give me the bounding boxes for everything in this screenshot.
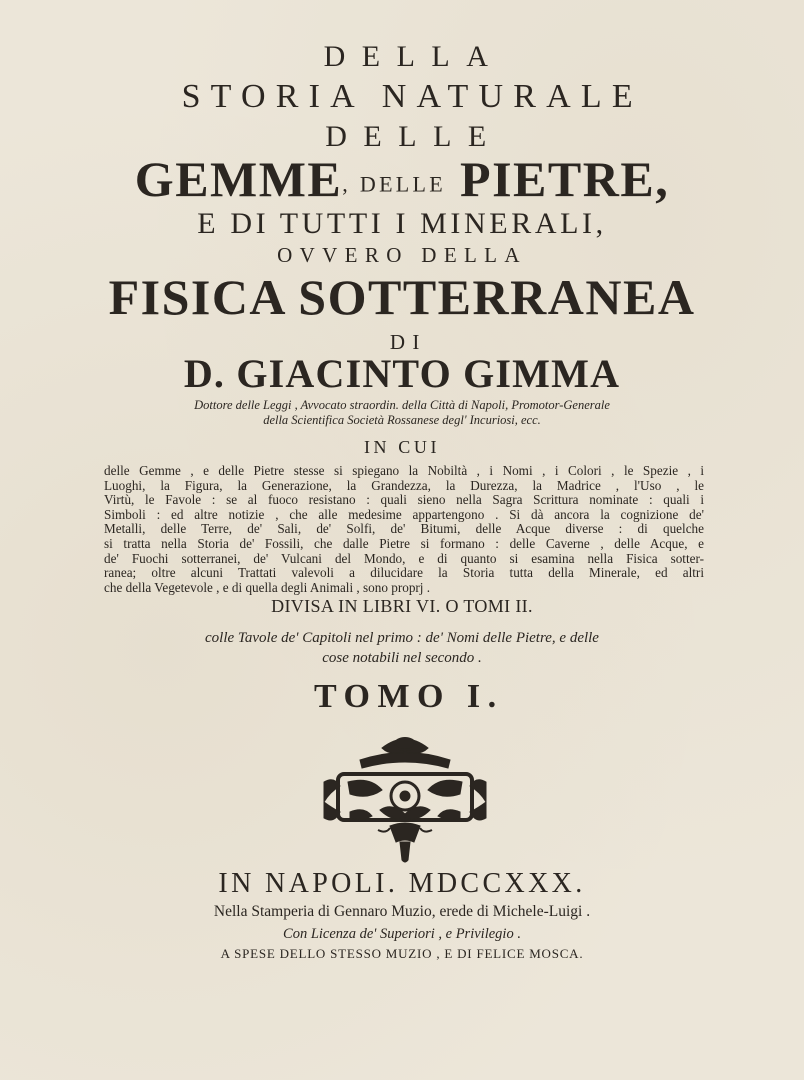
description-line: ranea; oltre alcuni Trattati valevoli a dilucidare la Storia tutta della Minerale, ed altri: [104, 566, 704, 581]
tables-line2: cose notabili nel secondo .: [322, 650, 482, 666]
description-line: Luoghi, la Figura, la Generazione, la Grandezza, la Durezza, la Madrice , l'Uso , le: [104, 478, 704, 493]
in-cui-heading: IN CUI: [363, 437, 441, 457]
description-line: de' Fuochi sotterranei, de' Vulcani del Mondo, e di quanto si esamina nella Fisica sotter-: [104, 551, 704, 566]
title-line-minerali: E DI TUTTI I MINERALI,: [197, 207, 607, 240]
description-line: Simboli : ed altre notizie , che alle medesime appartengono . Si dà ancora la cognizione de': [104, 507, 704, 522]
author-name: D. GIACINTO GIMMA: [183, 351, 621, 396]
title-line-gemme-pietre: [0, 150, 804, 208]
imprint-license: Con Licenza de' Superiori , e Privilegio .: [283, 926, 521, 942]
description-line: Virtù, le Favole : se al fuoco resistano : quali sieno nella Sagra Scrittura nominate : quali i: [104, 493, 704, 508]
title-line-ovvero: OVVERO DELLA: [277, 243, 527, 267]
volume-heading: TOMO I.: [313, 678, 504, 715]
description-line: Metalli, delle Terre, de' Sali, de' Solfi, de' Bitumi, delle Acque diverse : di quelche: [104, 522, 704, 537]
title-word-delle: , DELLE: [342, 171, 447, 197]
description-paragraph: [104, 464, 704, 595]
title-line-storia-naturale: STORIA NATURALE: [181, 78, 643, 115]
description-line: che della Vegetevole , e di quella degli Animali , sono proprj .: [104, 580, 431, 595]
title-line-della: DELLA: [323, 40, 505, 73]
title-word-gemme: GEMME: [134, 151, 343, 207]
imprint-place-date: IN NAPOLI. MDCCXXX.: [218, 868, 586, 899]
author-titles-line2: della Scientifica Società Rossanese degl' Incuriosi, ecc.: [263, 413, 541, 427]
imprint-printer: Nella Stamperia di Gennaro Muzio, erede di Michele-Luigi .: [213, 903, 591, 920]
division-line: DIVISA IN LIBRI VI. O TOMI II.: [271, 596, 533, 616]
description-line: delle Gemme , e delle Pietre stesse si spiegano la Nobiltà , i Nomi , i Colori , le Spezie , i: [104, 464, 704, 478]
imprint-expense: A SPESE DELLO STESSO MUZIO , E DI FELICE MOSCA.: [220, 946, 584, 961]
title-line-delle: DELLE: [325, 120, 503, 153]
tables-line1: colle Tavole de' Capitoli nel primo : de' Nomi delle Pietre, e delle: [205, 630, 599, 646]
title-word-pietre: PIETRE,: [460, 151, 670, 207]
printer-ornament-icon: [320, 730, 490, 866]
title-line-di: DI: [389, 330, 427, 354]
description-line: si tratta nella Storia de' Fossili, che dalle Pietre si formano : delle Caverne , delle Acque, e: [104, 536, 704, 551]
author-titles-line1: Dottore delle Leggi , Avvocato straordin. della Città di Napoli, Promotor-Generale: [194, 398, 610, 412]
title-line-fisica: FISICA SOTTERRANEA: [108, 269, 696, 325]
